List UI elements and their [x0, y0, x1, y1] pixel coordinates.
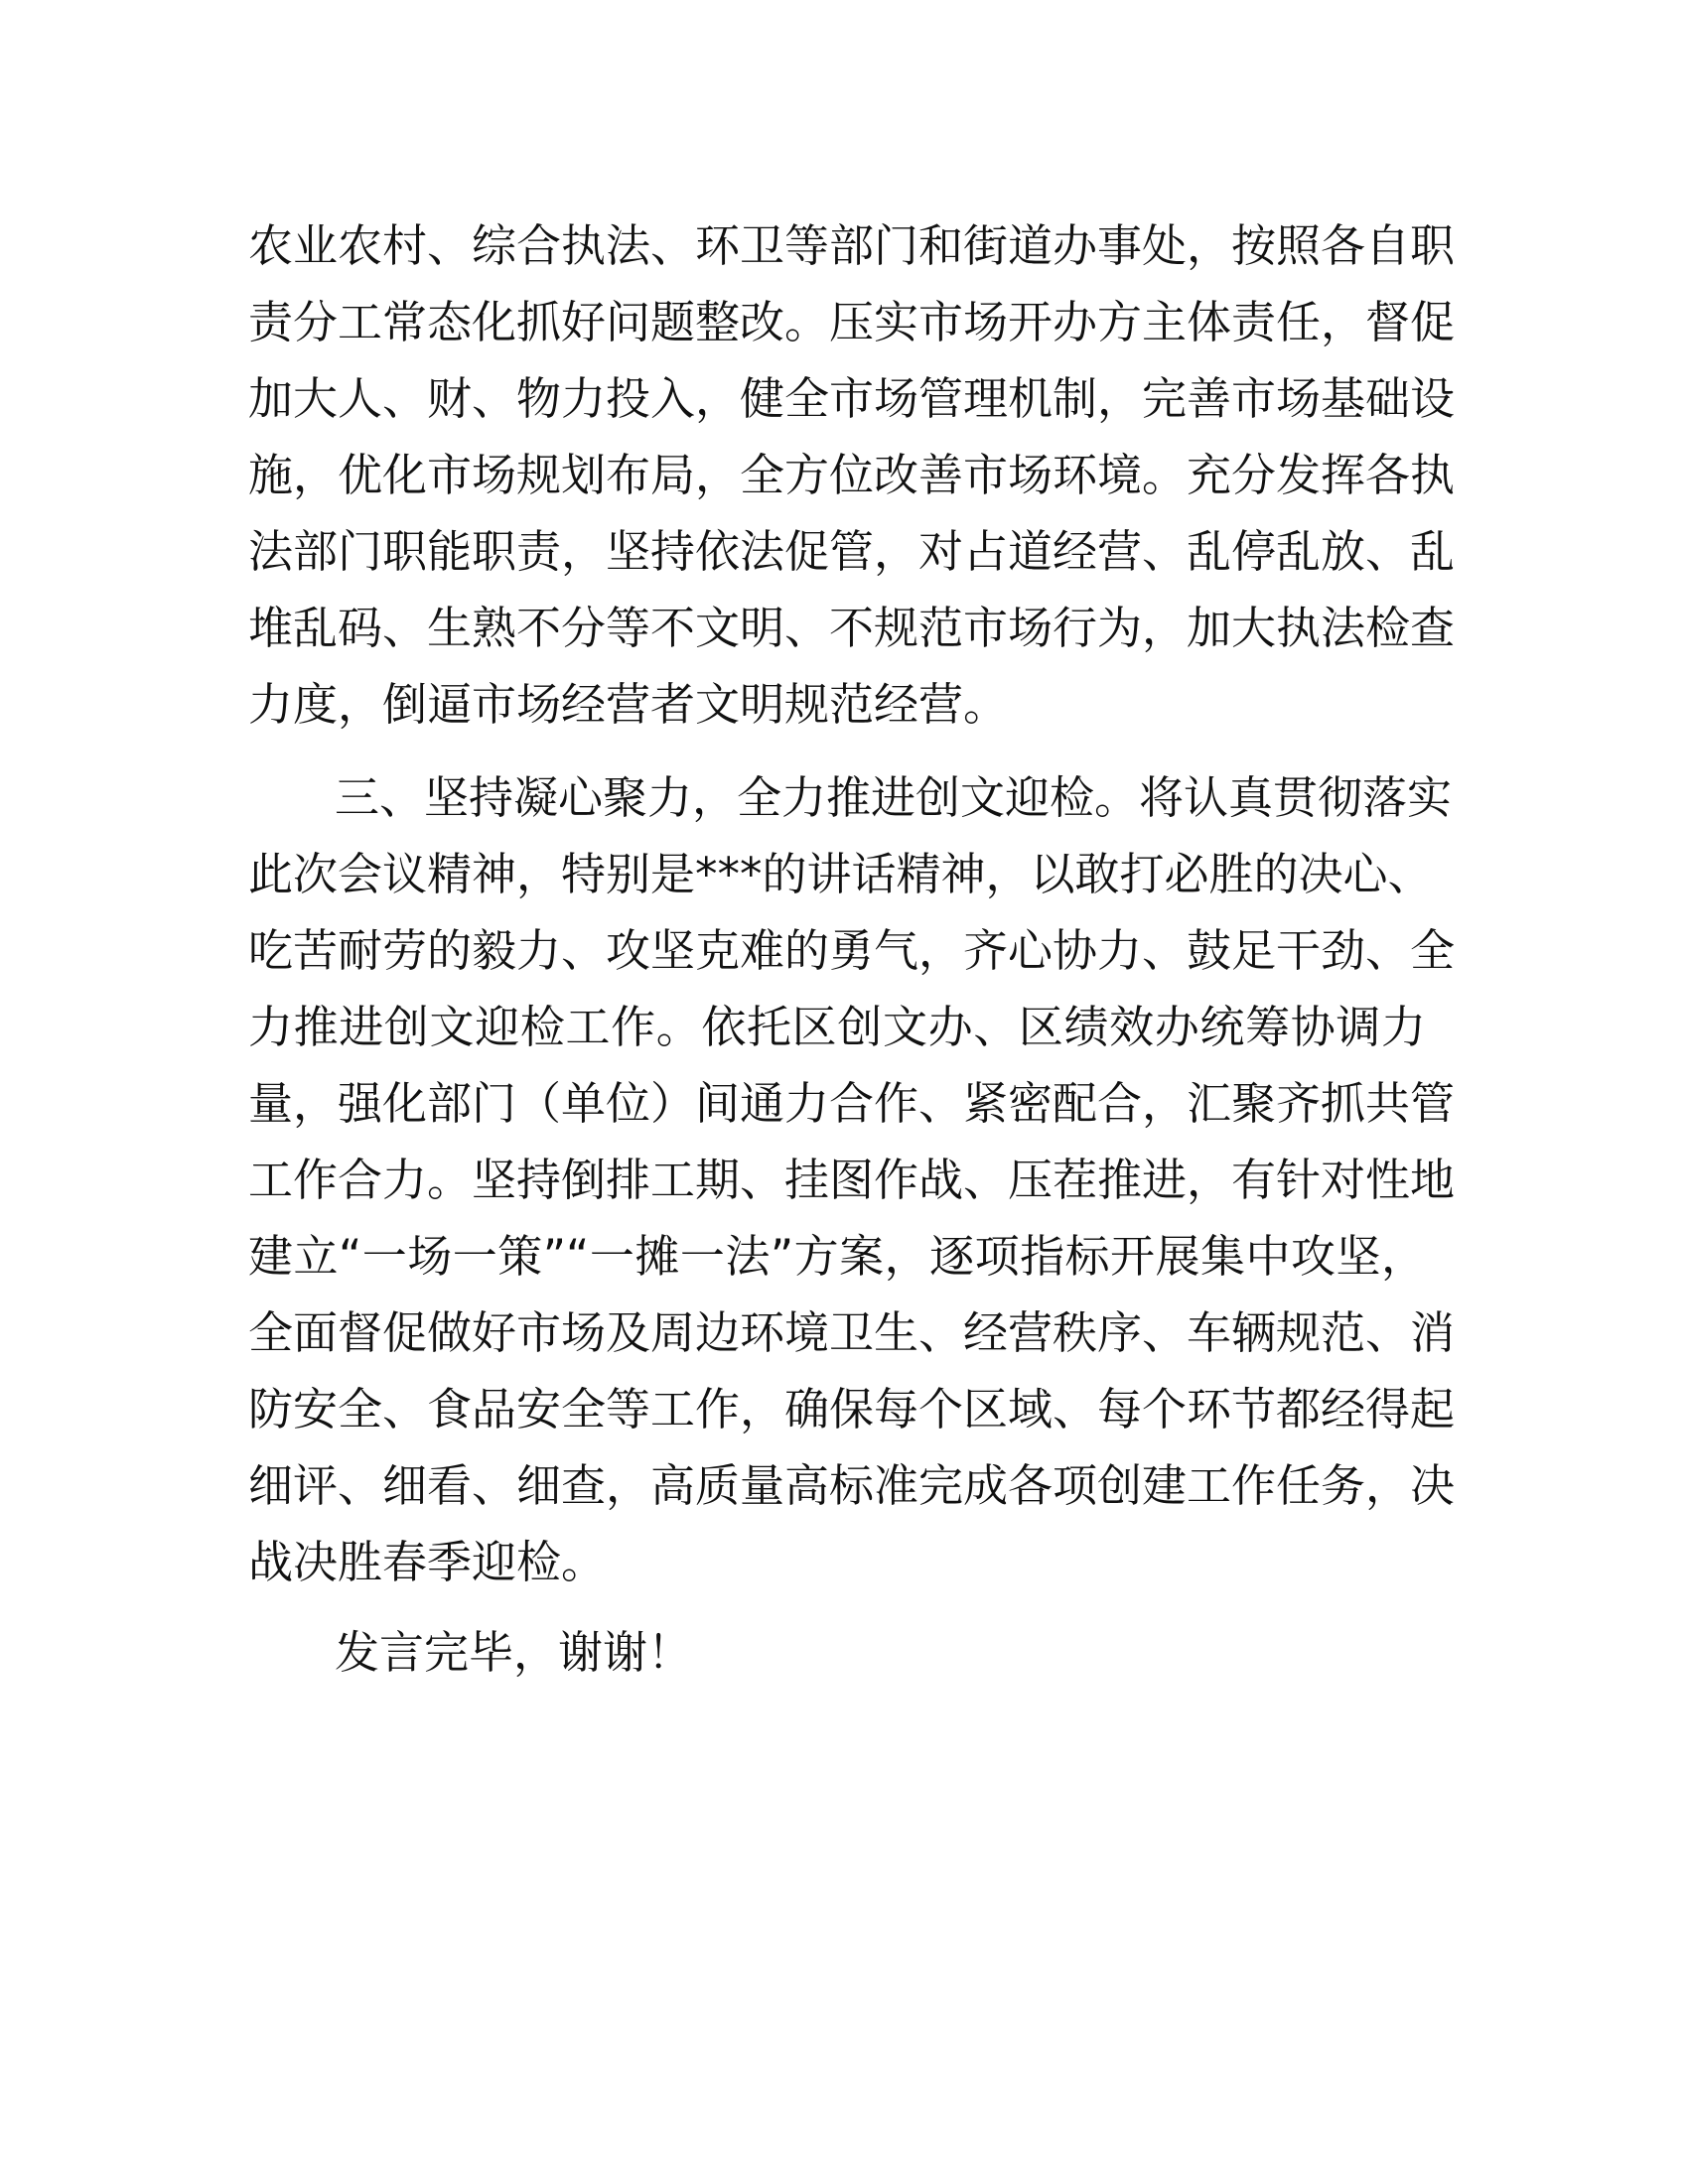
- text-line: 力推进创文迎检工作。依托区创文办、区绩效办统筹协调力: [248, 1001, 1426, 1053]
- text-line: 力度，倒逼市场经营者文明规范经营。: [248, 678, 1009, 731]
- text-line: 战决胜春季迎检。: [248, 1536, 607, 1588]
- text-line: 责分工常态化抓好问题整改。压实市场开办方主体责任，督促: [248, 296, 1456, 348]
- closing-line: 发言完毕，谢谢！: [335, 1626, 693, 1679]
- text-line: 量，强化部门（单位）间通力合作、紧密配合，汇聚齐抓共管: [248, 1077, 1456, 1130]
- section-heading-line: 三、坚持凝心聚力，全力推进创文迎检。将认真贯彻落实: [335, 771, 1453, 824]
- paragraph-closing: [248, 1614, 1426, 1691]
- paragraph-continuation: [248, 207, 1456, 743]
- paragraph-section-three: [248, 759, 1456, 1600]
- text-line: 吃苦耐劳的毅力、攻坚克难的勇气，齐心协力、鼓足干劲、全: [248, 924, 1456, 977]
- text-line: 堆乱码、生熟不分等不文明、不规范市场行为，加大执法检查: [248, 602, 1456, 654]
- text-line: 工作合力。坚持倒排工期、挂图作战、压茬推进，有针对性地: [248, 1154, 1456, 1206]
- text-line: 防安全、食品安全等工作，确保每个区域、每个环节都经得起: [248, 1383, 1456, 1435]
- text-line: 此次会议精神，特别是***的讲话精神，以敢打必胜的决心、: [248, 848, 1433, 900]
- text-line: 法部门职能职责，坚持依法促管，对占道经营、乱停乱放、乱: [248, 525, 1456, 578]
- text-line: 建立“一场一策”“一摊一法”方案，逐项指标开展集中攻坚，: [248, 1230, 1426, 1283]
- text-line: 细评、细看、细查，高质量高标准完成各项创建工作任务，决: [248, 1459, 1456, 1512]
- text-line: 施，优化市场规划布局，全方位改善市场环境。充分发挥各执: [248, 449, 1456, 501]
- text-line: 加大人、财、物力投入，健全市场管理机制，完善市场基础设: [248, 372, 1456, 425]
- text-line: 农业农村、综合执法、环卫等部门和街道办事处，按照各自职: [248, 219, 1456, 272]
- text-line: 全面督促做好市场及周边环境卫生、经营秩序、车辆规范、消: [248, 1306, 1456, 1359]
